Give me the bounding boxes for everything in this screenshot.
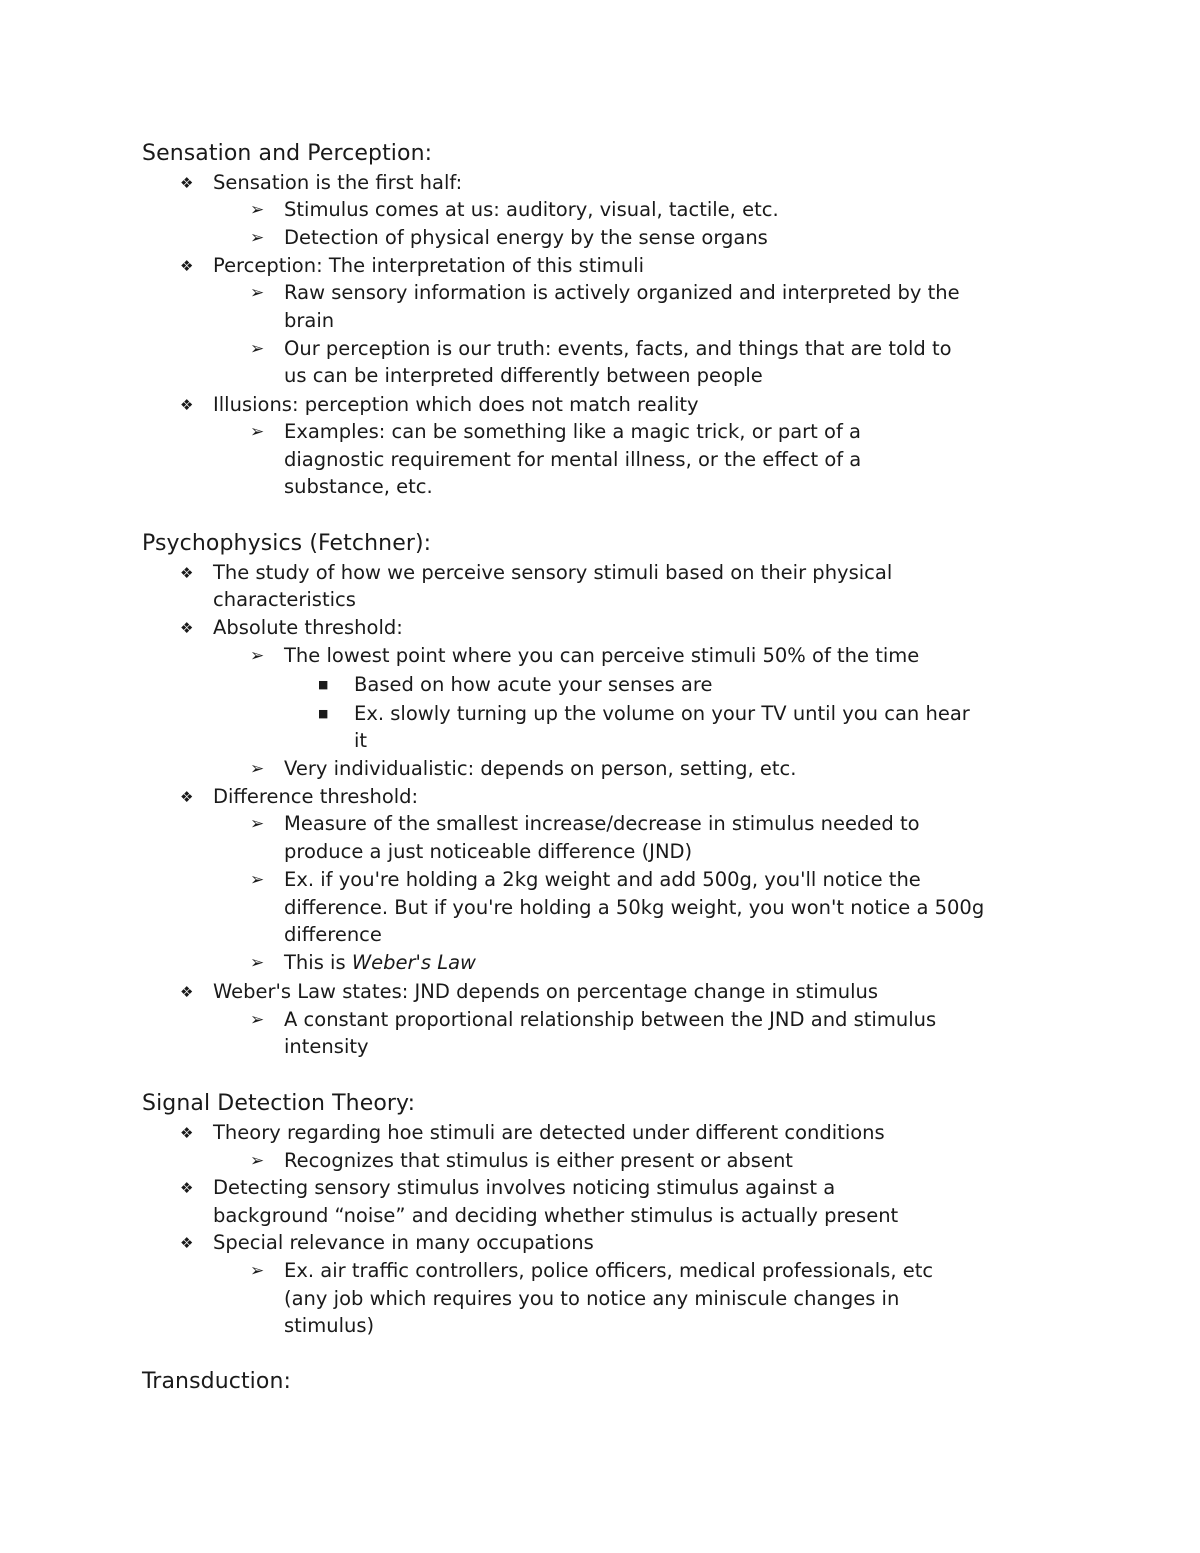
list-item-continuation: difference. But if you're holding a 50kg weight, you won't notice a 500g [284,896,985,919]
arrowhead-bullet-icon: ➢ [250,646,265,666]
list-item: Raw sensory information is actively organized and interpreted by the [284,281,960,304]
list-item-text: This is [284,951,352,974]
list-item-continuation: diagnostic requirement for mental illness, or the effect of a [284,448,862,471]
arrowhead-bullet-icon: ➢ [250,814,265,834]
arrowhead-bullet-icon: ➢ [250,953,265,973]
list-item: Very individualistic: depends on person, setting, etc. [284,757,797,780]
arrowhead-bullet-icon: ➢ [250,870,265,890]
list-item-continuation: background “noise” and deciding whether stimulus is actually present [213,1204,899,1227]
list-item-continuation: characteristics [213,588,356,611]
list-item-continuation: stimulus) [284,1314,375,1337]
list-item-continuation: us can be interpreted differently between people [284,364,763,387]
list-item: A constant proportional relationship between the JND and stimulus [284,1008,937,1031]
list-item: Ex. air traffic controllers, police officers, medical professionals, etc [284,1259,934,1282]
list-item: Examples: can be something like a magic trick, or part of a [284,420,861,443]
square-bullet-icon: ■ [318,678,329,691]
arrowhead-bullet-icon: ➢ [250,283,265,303]
list-item: Sensation is the first half: [213,171,463,194]
list-item: Difference threshold: [213,785,419,808]
list-item-continuation: (any job which requires you to notice any miniscule changes in [284,1287,900,1310]
list-item-continuation: brain [284,309,335,332]
list-item-continuation: intensity [284,1035,369,1058]
diamond-bullet-icon: ❖ [180,983,194,1001]
diamond-bullet-icon: ❖ [180,564,194,582]
list-item: Measure of the smallest increase/decrease in stimulus needed to [284,812,920,835]
diamond-bullet-icon: ❖ [180,788,194,806]
diamond-bullet-icon: ❖ [180,396,194,414]
arrowhead-bullet-icon: ➢ [250,228,265,248]
arrowhead-bullet-icon: ➢ [250,1261,265,1281]
list-item: Ex. slowly turning up the volume on your TV until you can hear [354,702,970,725]
section-title: Sensation and Perception: [142,141,433,166]
list-item: Detecting sensory stimulus involves noticing stimulus against a [213,1176,836,1199]
list-item-continuation: it [354,729,368,752]
diamond-bullet-icon: ❖ [180,1179,194,1197]
list-item-continuation: produce a just noticeable difference (JND) [284,840,693,863]
list-item: Theory regarding hoe stimuli are detected under different conditions [213,1121,885,1144]
list-item: The study of how we perceive sensory stimuli based on their physical [213,561,893,584]
list-item: Absolute threshold: [213,616,403,639]
square-bullet-icon: ■ [318,707,329,720]
list-item: Stimulus comes at us: auditory, visual, tactile, etc. [284,198,779,221]
diamond-bullet-icon: ❖ [180,1124,194,1142]
list-item: Weber's Law states: JND depends on percentage change in stimulus [213,980,879,1003]
diamond-bullet-icon: ❖ [180,619,194,637]
list-item: Ex. if you're holding a 2kg weight and add 500g, you'll notice the [284,868,921,891]
list-item: Special relevance in many occupations [213,1231,594,1254]
diamond-bullet-icon: ❖ [180,174,194,192]
arrowhead-bullet-icon: ➢ [250,759,265,779]
list-item-continuation: difference [284,923,382,946]
list-item: Illusions: perception which does not match reality [213,393,699,416]
list-item: Our perception is our truth: events, facts, and things that are told to [284,337,952,360]
list-item: Perception: The interpretation of this stimuli [213,254,645,277]
arrowhead-bullet-icon: ➢ [250,200,265,220]
section-title: Signal Detection Theory: [142,1091,416,1116]
list-item: Detection of physical energy by the sense organs [284,226,768,249]
list-item [284,949,476,977]
list-item-continuation: substance, etc. [284,475,433,498]
emphasized-term: Weber's Law [351,951,476,974]
list-item: The lowest point where you can perceive stimuli 50% of the time [284,644,920,667]
section-title: Transduction: [142,1369,291,1394]
section-title: Psychophysics (Fetchner): [142,531,432,556]
diamond-bullet-icon: ❖ [180,1234,194,1252]
arrowhead-bullet-icon: ➢ [250,339,265,359]
arrowhead-bullet-icon: ➢ [250,1010,265,1030]
arrowhead-bullet-icon: ➢ [250,422,265,442]
diamond-bullet-icon: ❖ [180,257,194,275]
list-item: Recognizes that stimulus is either present or absent [284,1149,793,1172]
list-item: Based on how acute your senses are [354,673,713,696]
arrowhead-bullet-icon: ➢ [250,1151,265,1171]
